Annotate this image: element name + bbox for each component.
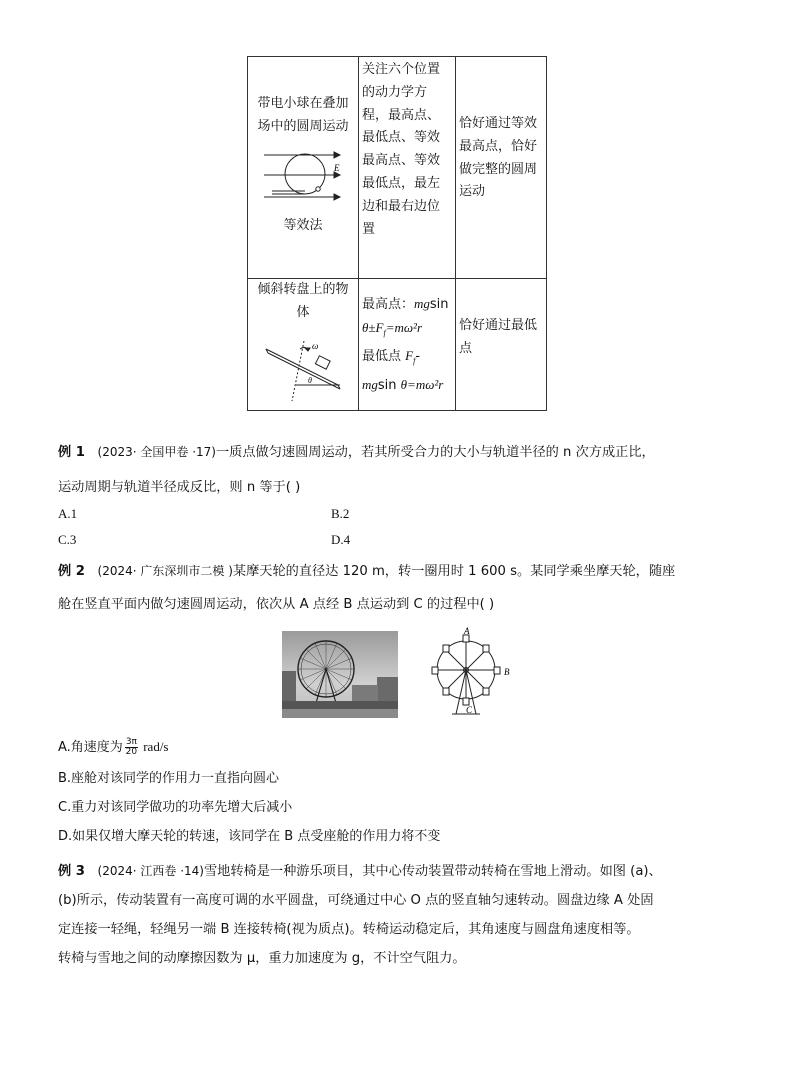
example-label: 例 1 bbox=[58, 445, 85, 460]
option-text: rad/s bbox=[139, 739, 169, 754]
inclined-disc-diagram bbox=[264, 337, 346, 403]
example-3-line bbox=[58, 862, 662, 881]
point-a-label: A bbox=[464, 626, 470, 636]
table-cell-scenario: 倾斜转盘上的物 体 bbox=[257, 282, 349, 320]
example-source: (2023· 全国甲卷 ·17) bbox=[97, 445, 216, 459]
example-text: 某摩天轮的直径达 120 m，转一圈用时 1 600 s。某同学乘坐摩天轮，随座 bbox=[232, 564, 676, 579]
example-1-line bbox=[58, 443, 655, 462]
example-text: 雪地转椅是一种游乐项目，其中心传动装置带动转椅在雪地上滑动。如图 (a)、 bbox=[203, 864, 662, 879]
eq-text: θ±F bbox=[362, 319, 384, 335]
eq-sub: f bbox=[383, 328, 386, 338]
option-c: C.3 bbox=[58, 532, 77, 547]
example-3-line: 转椅与雪地之间的动摩擦因数为 μ，重力加速度为 g，不计空气阻力。 bbox=[58, 951, 466, 966]
table-cell-scenario: 带电小球在叠加 场中的圆周运动 bbox=[257, 96, 349, 134]
ferris-wheel-diagram bbox=[428, 626, 520, 718]
eq-text: mg bbox=[414, 296, 430, 311]
table-cell-condition: 恰好通过等效 最高点，恰好 做完整的圆周 运动 bbox=[459, 116, 538, 200]
example-source: (2024· 广东深圳市二模 ) bbox=[97, 564, 233, 578]
eq-text: - bbox=[415, 349, 421, 365]
table-cell-method: 等效法 bbox=[283, 218, 323, 233]
eq-text: sin bbox=[429, 297, 449, 312]
eq-text: mg bbox=[362, 376, 378, 392]
example-source: (2024· 江西卷 ·14) bbox=[97, 864, 204, 878]
option-b: B.2 bbox=[331, 506, 350, 521]
table-cell-condition: 恰好通过最低 点 bbox=[459, 318, 538, 356]
example-3-line: 定连接一轻绳，轻绳另一端 B 连接转椅(视为质点)。转椅运动稳定后，其角速度与圆盘角速度相等。 bbox=[58, 922, 640, 937]
table-cell-equations bbox=[362, 293, 454, 397]
example-2-line: 舱在竖直平面内做匀速圆周运动，依次从 A 点经 B 点运动到 C 的过程中( ) bbox=[58, 597, 495, 612]
table-cell-focus: 关注六个位置 的动力学方 程，最高点、 最低点、等效 最高点、等效 最低点，最左 边和最右边位 置 bbox=[362, 62, 441, 237]
option-d: D.4 bbox=[331, 532, 351, 547]
ferris-wheel-photo bbox=[282, 631, 398, 718]
eq-text: θ=mω²r bbox=[400, 376, 444, 392]
example-2-line bbox=[58, 562, 675, 581]
eq-sub: f bbox=[413, 356, 416, 366]
example-1-line: 运动周期与轨道半径成反比，则 n 等于( ) bbox=[58, 480, 301, 495]
table-divider bbox=[358, 57, 359, 410]
theta-label: θ bbox=[308, 376, 312, 385]
eq-text: 最高点： bbox=[362, 297, 415, 312]
eq-text: 最低点 bbox=[362, 349, 406, 365]
option-c: C.重力对该同学做功的功率先增大后减小 bbox=[58, 800, 293, 815]
field-label-e: E bbox=[334, 163, 340, 173]
example-3-line: (b)所示，传动装置有一高度可调的水平圆盘，可绕通过中心 O 点的竖直轴匀速转动。圆盘边缘 A 处固 bbox=[58, 893, 654, 908]
option-d: D.如果仅增大摩天轮的转速，该同学在 B 点受座舱的作用力将不变 bbox=[58, 829, 441, 844]
point-b-label: B bbox=[504, 667, 510, 677]
option-a: A.1 bbox=[58, 506, 78, 521]
eq-text: =mω²r bbox=[385, 319, 422, 335]
omega-label: ω bbox=[312, 341, 319, 351]
eq-text: sin bbox=[377, 377, 401, 393]
fraction bbox=[125, 738, 138, 757]
example-text: 一质点做匀速圆周运动，若其所受合力的大小与轨道半径的 n 次方成正比， bbox=[215, 445, 655, 460]
summary-table bbox=[247, 56, 547, 411]
example-label: 例 3 bbox=[58, 864, 85, 879]
table-divider bbox=[455, 57, 456, 410]
fraction-numerator: 3π bbox=[125, 737, 137, 747]
charged-ball-field-diagram bbox=[262, 147, 348, 207]
example-label: 例 2 bbox=[58, 564, 85, 579]
eq-text: F bbox=[405, 348, 414, 364]
point-c-label: C bbox=[466, 705, 473, 715]
option-b: B.座舱对该同学的作用力一直指向圆心 bbox=[58, 771, 280, 786]
option-text: A.角速度为 bbox=[58, 740, 123, 755]
fraction-denominator: 20 bbox=[125, 747, 138, 757]
option-a bbox=[58, 736, 169, 757]
